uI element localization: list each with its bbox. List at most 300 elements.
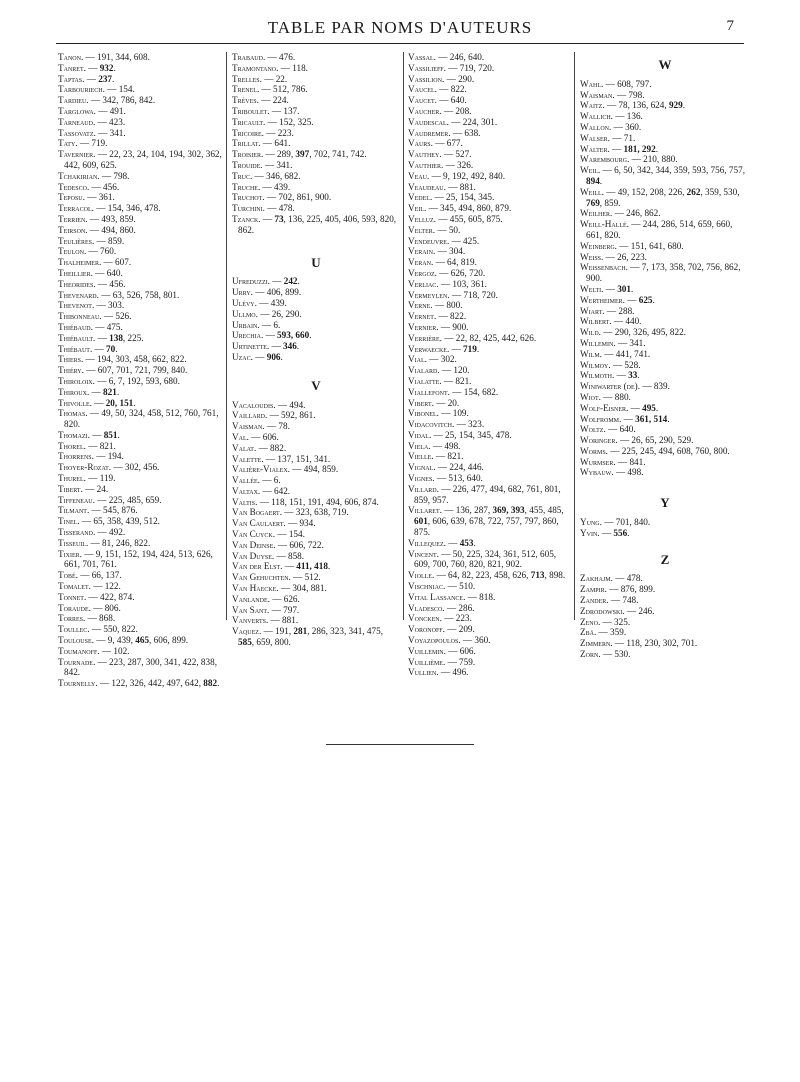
author-name: Tanret. <box>58 62 86 73</box>
author-name: Valtis. <box>232 496 258 507</box>
index-entry <box>580 638 750 649</box>
author-name: Tinel. <box>58 516 80 527</box>
index-entry <box>232 497 400 508</box>
page-refs: — 512, 786. <box>259 84 308 95</box>
index-entry <box>58 128 222 139</box>
index-entry <box>580 252 750 263</box>
page-refs: — 640. <box>436 95 467 106</box>
index-entry <box>408 624 573 635</box>
author-name: Vial. <box>408 354 427 365</box>
page-refs: — 289, <box>263 149 296 160</box>
page-title: TABLE PAR NOMS D'AUTEURS <box>267 18 533 37</box>
page-refs: . <box>116 386 120 397</box>
author-name: Vanlande. <box>232 593 270 604</box>
author-name: Theillier. <box>58 267 93 278</box>
author-name: Wiart. <box>580 305 605 316</box>
page-refs: — 102. <box>99 645 130 656</box>
index-entry <box>58 74 222 85</box>
page-refs: — 9, 192, 492, 840. <box>429 170 506 181</box>
page-refs: — 6. <box>259 475 281 486</box>
index-entry <box>232 341 400 352</box>
index-entry <box>58 192 222 203</box>
author-name: Wybauw. <box>580 467 614 478</box>
page-refs: — 638. <box>450 127 481 138</box>
page-refs: — 26, 223. <box>603 251 647 262</box>
page-refs: — 194, 303, 458, 662, 822. <box>83 354 187 365</box>
author-name: Verrière. <box>408 332 442 343</box>
index-entry <box>58 311 222 322</box>
page-ref-bold: 301 <box>617 283 631 294</box>
page-refs: . <box>296 341 300 352</box>
page-refs: — 65, 358, 439, 512. <box>79 516 160 527</box>
page-refs: — 476. <box>265 52 296 62</box>
page-ref-bold: 625 <box>638 294 653 305</box>
page-refs: — 456. <box>95 278 126 289</box>
index-entry <box>232 454 400 465</box>
page-ref-bold: 882 <box>203 678 218 689</box>
index-entry <box>232 432 400 443</box>
page-refs: — <box>624 294 639 305</box>
page-refs: — 49, 152, 208, 226, <box>603 186 687 197</box>
page-refs: . <box>280 351 283 362</box>
page-refs: — 760. <box>86 246 117 257</box>
page-refs: — 406, 899. <box>252 287 302 298</box>
index-entry <box>408 635 573 646</box>
index-entry <box>58 106 222 117</box>
author-name: Viela. <box>408 440 431 451</box>
page-refs: — 640. <box>92 267 123 278</box>
page-number: 7 <box>726 18 734 34</box>
author-name: Voyazopoulos. <box>408 635 461 646</box>
author-name: Terrien. <box>58 213 88 224</box>
page-refs: , 898. <box>544 570 566 581</box>
index-entry <box>232 298 400 309</box>
author-name: Truche. <box>232 181 261 192</box>
author-name: Vullien. <box>408 667 439 678</box>
index-entry <box>58 516 222 527</box>
page-refs: — 550, 822. <box>89 624 138 635</box>
author-name: Vignes. <box>408 473 435 484</box>
author-name: Yvin. <box>580 527 600 538</box>
page-refs: — 22. <box>261 73 288 84</box>
page-refs: — 152, 325. <box>265 116 314 127</box>
index-entry <box>58 505 222 516</box>
index-entry <box>580 306 750 317</box>
author-name: Tisseuil. <box>58 537 89 548</box>
page-refs: , 606, 899. <box>149 635 189 646</box>
author-name: Turchini. <box>232 203 265 214</box>
author-name: Voronoff. <box>408 624 445 635</box>
author-name: Vacaloudis. <box>232 399 276 410</box>
index-entry <box>408 549 573 571</box>
index-entry <box>232 52 400 63</box>
author-name: Tilmant. <box>58 505 90 516</box>
author-name: Van Sant. <box>232 604 270 615</box>
author-name: Thalheimer. <box>58 257 102 268</box>
index-entry <box>232 443 400 454</box>
page-refs: — 191, <box>261 626 294 637</box>
author-name: Vauthey. <box>408 149 442 160</box>
author-name: Weinberg. <box>580 240 617 251</box>
page-refs: — <box>252 351 267 362</box>
index-entry <box>580 414 750 425</box>
page-refs: — 545, 876. <box>89 505 138 516</box>
index-entry <box>58 635 222 646</box>
page-refs: , 359, 530, <box>700 186 740 197</box>
index-entry <box>58 387 222 398</box>
index-entry <box>408 268 573 279</box>
index-entry <box>232 309 400 320</box>
author-name: Vergoz. <box>408 267 437 278</box>
author-name: Wilmoy. <box>580 359 611 370</box>
index-entry <box>580 144 750 155</box>
index-entry <box>232 203 400 214</box>
page-refs: — 246, 640. <box>435 52 485 62</box>
index-entry <box>232 507 400 518</box>
page-refs: — 325. <box>600 616 631 627</box>
author-name: Walter. <box>580 143 610 154</box>
index-entry <box>232 572 400 583</box>
author-name: Thevenard. <box>58 289 99 300</box>
index-column-1 <box>58 52 222 689</box>
author-name: Thiroloix. <box>58 375 95 386</box>
page-refs: — 360. <box>611 121 642 132</box>
author-name: Zeno. <box>580 616 601 627</box>
author-name: Teirson. <box>58 224 88 235</box>
author-name: Thiers. <box>58 354 84 365</box>
index-entry <box>580 241 750 252</box>
page-refs: — <box>92 343 107 354</box>
page-refs: — 224, 446. <box>435 462 484 473</box>
index-entry <box>232 594 400 605</box>
author-name: Ufreduzzi. <box>232 276 270 287</box>
page-ref-bold: 181, 292 <box>623 143 656 154</box>
index-entry <box>58 581 222 592</box>
page-refs: — 719, 720. <box>445 62 495 73</box>
page-refs: — 120. <box>439 365 470 376</box>
author-name: Veil. <box>408 203 427 214</box>
page-refs: — 25, 154, 345. <box>432 192 495 203</box>
entries-w <box>580 79 750 478</box>
page-refs: . <box>599 175 603 186</box>
page-refs: — <box>614 370 629 381</box>
page-refs: — 606. <box>248 431 279 442</box>
index-entry <box>408 646 573 657</box>
page-refs: — 806. <box>90 602 121 613</box>
author-name: Velluz. <box>408 213 436 224</box>
page-refs: — 345, 494, 860, 879. <box>426 203 512 214</box>
index-entry <box>408 322 573 333</box>
page-refs: . <box>630 283 634 294</box>
author-name: Weilher. <box>580 208 613 219</box>
index-entry <box>58 138 222 149</box>
page-refs: — 719. <box>77 138 108 149</box>
index-entry <box>58 52 222 63</box>
index-entry <box>58 149 222 171</box>
author-name: Van Haecke. <box>232 583 279 594</box>
page-refs: — 26, 65, 290, 529. <box>617 435 694 446</box>
index-entry <box>580 208 750 219</box>
index-entry <box>408 581 573 592</box>
index-entry <box>408 365 573 376</box>
index-entry <box>232 421 400 432</box>
index-entry <box>408 451 573 462</box>
page-ref-bold: 465 <box>135 635 150 646</box>
page-refs: — 136. <box>612 111 643 122</box>
index-entry <box>408 441 573 452</box>
page-refs: — 528. <box>610 359 641 370</box>
author-name: Ulévy. <box>232 297 257 308</box>
page-refs: — 224, 301. <box>448 116 498 127</box>
index-entry <box>232 320 400 331</box>
index-entry <box>58 322 222 333</box>
author-name: Val. <box>232 431 249 442</box>
page-ref-bold: 369, 393 <box>492 505 525 516</box>
index-entry <box>408 387 573 398</box>
page-refs: , 136, 225, 405, 406, 593, 820, 862. <box>238 213 397 235</box>
index-entry <box>580 90 750 101</box>
author-name: Tricault. <box>232 116 266 127</box>
page-refs: — 868. <box>85 613 116 624</box>
index-entry <box>58 441 222 452</box>
index-entry <box>232 95 400 106</box>
page-refs: — 7, 173, 358, 702, 756, 862, 900. <box>586 262 741 284</box>
index-entry <box>58 279 222 290</box>
page-refs: — 50. <box>435 224 461 235</box>
author-name: Weissenbach. <box>580 262 628 273</box>
end-rule <box>326 744 474 745</box>
page-refs: — 608, 797. <box>603 78 652 89</box>
author-name: Waitz. <box>580 100 605 111</box>
column-divider <box>403 52 404 620</box>
page-refs: — <box>282 561 297 572</box>
index-entry <box>580 349 750 360</box>
author-name: Wilmoth. <box>580 370 615 381</box>
author-name: Vialard. <box>408 365 440 376</box>
page-refs: . <box>133 397 136 408</box>
page-refs: — 6, 7, 192, 593, 680. <box>94 375 180 386</box>
author-name: Thorrens. <box>58 451 94 462</box>
index-entry <box>408 657 573 668</box>
page-refs: — 22, 82, 425, 442, 626. <box>441 332 537 343</box>
index-entry <box>58 95 222 106</box>
author-name: Wilm. <box>580 348 602 359</box>
author-name: Van der Elst. <box>232 561 283 572</box>
author-name: Valette. <box>232 453 264 464</box>
author-name: Thibonneau. <box>58 311 102 322</box>
index-entry <box>408 138 573 149</box>
author-name: Verliac. <box>408 278 439 289</box>
index-entry <box>58 84 222 95</box>
index-entry <box>58 657 222 679</box>
index-entry <box>408 344 573 355</box>
page-refs: — 839. <box>640 381 670 392</box>
page-refs: — 154. <box>104 84 135 95</box>
author-name: Tiffeneau. <box>58 494 95 505</box>
page-refs: — 20. <box>433 397 460 408</box>
index-entry <box>580 573 750 584</box>
author-name: Viallefont. <box>408 386 450 397</box>
index-entry <box>58 333 222 344</box>
index-entry <box>580 295 750 306</box>
author-name: Tardieu. <box>58 95 89 106</box>
author-name: Vernier. <box>408 321 439 332</box>
index-entry <box>58 182 222 193</box>
author-name: Teposu. <box>58 192 85 203</box>
page-refs: — 154. <box>275 529 305 540</box>
author-name: Trouide. <box>232 159 263 170</box>
page-refs: — 137. <box>269 105 300 116</box>
index-entry <box>580 165 750 187</box>
index-entry <box>408 257 573 268</box>
author-name: Taty. <box>58 138 78 149</box>
page-ref-bold: 495 <box>642 402 656 413</box>
page-refs: . <box>473 537 476 548</box>
index-entry <box>408 171 573 182</box>
page-header <box>0 14 800 44</box>
index-entry <box>408 538 573 549</box>
index-entry <box>232 330 400 341</box>
page-refs: — <box>91 397 106 408</box>
index-entry <box>58 117 222 128</box>
index-entry <box>58 462 222 473</box>
page-refs: — 859. <box>94 235 125 246</box>
page-refs: — 494, 859. <box>289 464 339 475</box>
page-refs: — 341. <box>615 337 646 348</box>
index-entry <box>58 570 222 581</box>
index-entry <box>408 225 573 236</box>
author-name: Trèves. <box>232 95 259 106</box>
author-name: Ullmo. <box>232 308 258 319</box>
index-entry <box>408 430 573 441</box>
page-refs: . <box>309 330 312 341</box>
section-letter-y: Y <box>660 495 670 511</box>
index-entry <box>58 214 222 225</box>
author-name: Wallon. <box>580 121 612 132</box>
index-entry <box>58 484 222 495</box>
author-name: Torres. <box>58 613 86 624</box>
page-refs: — 818. <box>465 591 496 602</box>
author-name: Tournade. <box>58 656 96 667</box>
page-refs: — 821. <box>85 440 116 451</box>
index-entry <box>408 149 573 160</box>
index-entry <box>58 527 222 538</box>
index-entry <box>408 484 573 506</box>
page-ref-bold: 281 <box>293 626 308 637</box>
author-name: Villaret. <box>408 505 442 516</box>
author-name: Vielle. <box>408 451 434 462</box>
index-entry <box>58 344 222 355</box>
page-refs: — 882. <box>256 442 287 453</box>
author-name: Thivolle. <box>58 397 92 408</box>
page-refs: — 223. <box>263 127 294 138</box>
page-refs: — 526. <box>101 311 132 322</box>
page-refs: — 527. <box>441 149 472 160</box>
page-refs: — 606. <box>445 645 476 656</box>
author-name: Thiéry. <box>58 365 84 376</box>
page-refs: — 797. <box>269 604 300 615</box>
index-entry <box>232 475 400 486</box>
page-refs: — 64, 819. <box>433 257 477 268</box>
index-entry <box>58 354 222 365</box>
index-entry <box>408 246 573 257</box>
author-name: Zorn. <box>580 649 601 660</box>
author-name: Tibert. <box>58 483 83 494</box>
page-refs: . <box>117 429 120 440</box>
index-entry <box>580 467 750 478</box>
index-entry <box>408 290 573 301</box>
page-refs: — 341. <box>95 127 126 138</box>
index-entry <box>580 100 750 111</box>
author-name: Tassovatz. <box>58 127 96 138</box>
author-name: Thoyer-Rozat. <box>58 462 112 473</box>
author-name: Veran. <box>408 257 434 268</box>
page-refs: — 822. <box>436 84 467 95</box>
author-name: Woringer. <box>580 435 618 446</box>
page-refs: — 194. <box>93 451 124 462</box>
index-entry <box>232 171 400 182</box>
author-name: Tixier. <box>58 548 82 559</box>
index-entry <box>408 354 573 365</box>
index-entry <box>408 592 573 603</box>
entries-z <box>580 573 750 659</box>
page-ref-bold: 929 <box>668 100 683 111</box>
page-refs: — 841. <box>615 456 646 467</box>
author-name: Vaudremer. <box>408 127 451 138</box>
page-refs: — 718, 720. <box>449 289 498 300</box>
page-refs: — <box>269 341 284 352</box>
page-ref-bold: 33 <box>628 370 638 381</box>
page-refs: — 302, 456. <box>111 462 160 473</box>
index-entry <box>232 276 400 287</box>
author-name: Wiot. <box>580 391 601 402</box>
page-refs: . <box>682 100 686 111</box>
index-entry <box>580 262 750 284</box>
page-ref-bold: 361, 514 <box>635 413 668 424</box>
page-refs: — 494, 860. <box>87 224 136 235</box>
index-entry <box>580 327 750 338</box>
author-name: Vallée. <box>232 475 260 486</box>
index-entry <box>580 446 750 457</box>
page-refs: — <box>609 143 624 154</box>
page-ref-bold: 769 <box>586 197 600 208</box>
page-refs: — 25, 154, 345, 478. <box>431 429 512 440</box>
author-name: Tedesco. <box>58 181 90 192</box>
index-entry <box>232 561 400 572</box>
index-entry <box>580 649 750 660</box>
author-name: Vaudescal. <box>408 116 449 127</box>
page-ref-bold: 713 <box>530 570 545 581</box>
page-refs: — 798. <box>614 89 645 100</box>
author-name: Thiroux. <box>58 386 90 397</box>
page-refs: — 876, 899. <box>606 584 656 595</box>
author-name: Van Duyse. <box>232 550 275 561</box>
author-name: Wild. <box>580 327 601 338</box>
author-name: Vassilion. <box>408 73 445 84</box>
page-refs: — 71. <box>609 132 636 143</box>
page-refs: . <box>112 73 115 84</box>
page-refs: — 456. <box>89 181 120 192</box>
index-entry <box>580 392 750 403</box>
page-refs: — 455, 605, 875. <box>435 213 503 224</box>
index-entry <box>58 171 222 182</box>
page-refs: — 50, 225, 324, 361, 512, 605, 609, 700, 760, 820, 821, 902. <box>414 548 557 570</box>
index-entry <box>58 430 222 441</box>
page-refs: — <box>449 343 464 354</box>
author-name: Vibonel. <box>408 408 439 419</box>
author-name: Tobé. <box>58 570 78 581</box>
index-entry <box>58 549 222 571</box>
